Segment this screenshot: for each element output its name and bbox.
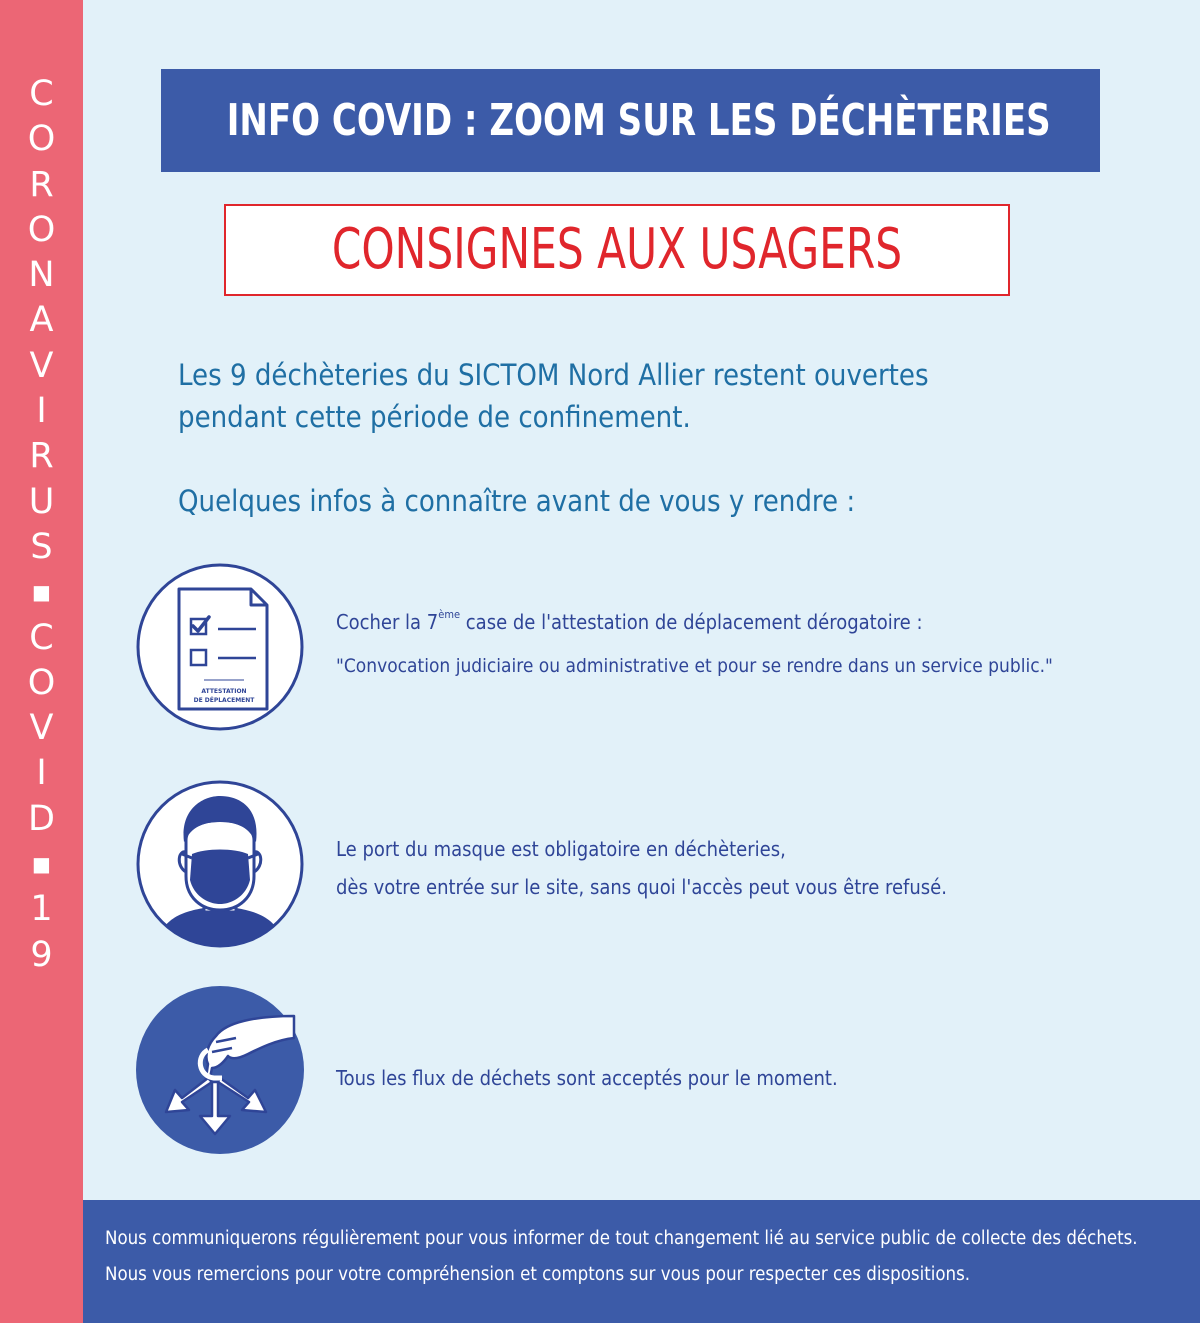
page-title: INFO COVID : ZOOM SUR LES DÉCHÈTERIES xyxy=(226,95,1051,146)
intro-line-1: Les 9 déchèteries du SICTOM Nord Allier restent ouvertes xyxy=(178,358,929,392)
item-3-line-1: Tous les flux de déchets sont acceptés pour le moment. xyxy=(336,1066,838,1090)
footer-banner xyxy=(83,1200,1200,1323)
footer-line-1: Nous communiquerons régulièrement pour vous informer de tout changement lié au service public de collecte des déchets. xyxy=(105,1228,1138,1249)
sidebar-vertical-text: C O R O N A V I R U S ■ C O V I D ■ 1 9 xyxy=(27,74,56,975)
item-2-line-1: Le port du masque est obligatoire en déchèteries, xyxy=(336,837,786,861)
page-subtitle: CONSIGNES AUX USAGERS xyxy=(331,217,903,282)
item-1-line-2: "Convocation judiciaire ou administrative et pour se rendre dans un service public." xyxy=(336,655,1053,677)
attestation-icon-label-1: ATTESTATION xyxy=(201,688,247,695)
header-banner xyxy=(161,69,1100,172)
face-mask-icon xyxy=(136,780,304,948)
intro-line-2: pendant cette période de confinement. xyxy=(178,400,691,434)
item-1-line-1: Cocher la 7ème case de l'attestation de déplacement dérogatoire : xyxy=(336,608,923,634)
attestation-document-icon xyxy=(136,563,304,731)
item-2-line-2: dès votre entrée sur le site, sans quoi l'accès peut vous être refusé. xyxy=(336,875,947,899)
waste-disposal-hand-icon xyxy=(136,986,304,1154)
sidebar-band xyxy=(0,0,83,1323)
subtitle-box xyxy=(224,204,1010,296)
footer-line-2: Nous vous remercions pour votre compréhension et comptons sur vous pour respecter ces dispositions. xyxy=(105,1264,971,1285)
intro-line-3: Quelques infos à connaître avant de vous y rendre : xyxy=(178,484,856,518)
attestation-icon-label-2: DE DÉPLACEMENT xyxy=(193,697,255,704)
